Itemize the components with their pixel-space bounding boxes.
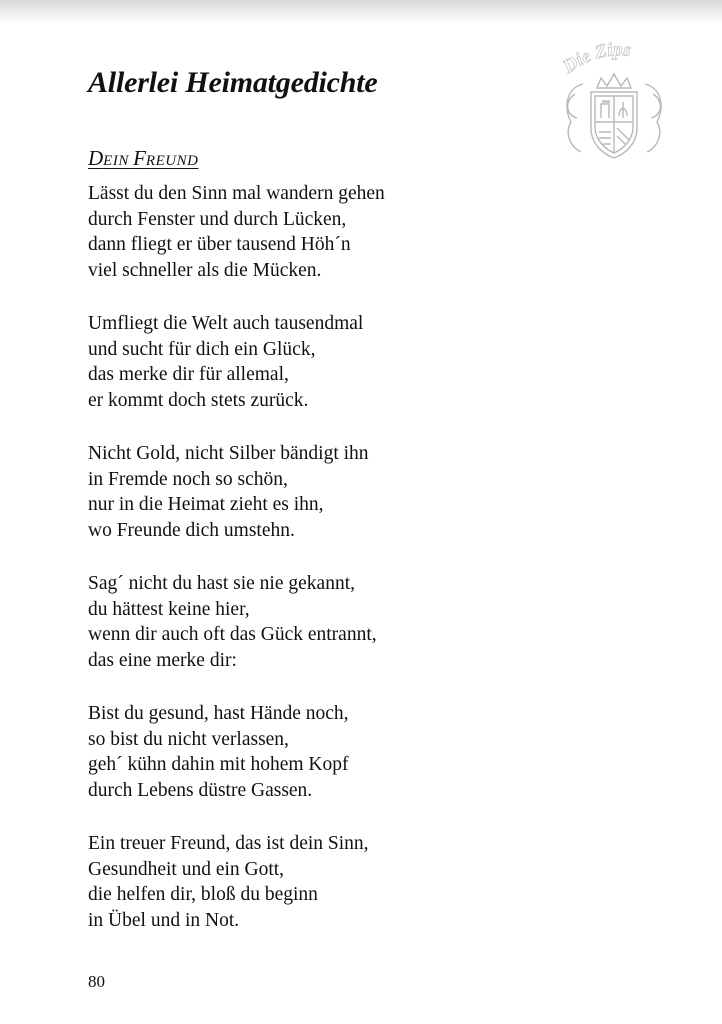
poem-line: Gesundheit und ein Gott, xyxy=(88,858,285,880)
poem-line: wenn dir auch oft das Gück entrannt, xyxy=(88,624,377,645)
logo-arc-text: Die Zips xyxy=(559,39,632,78)
poem-line: in Fremde noch so schön, xyxy=(88,468,288,490)
poem-line: die helfen dir, bloß du beginn xyxy=(88,884,318,905)
poem-title: DEIN FREUND xyxy=(88,146,199,170)
poem-line: dann fliegt er über tausend Höh´n xyxy=(88,234,351,255)
poem-line: Ein treuer Freund, das ist dein Sinn, xyxy=(88,833,369,854)
page-number: 80 xyxy=(88,972,105,991)
stanza-3 xyxy=(88,441,548,543)
poem-line: Lässt du den Sinn mal wandern gehen xyxy=(88,183,385,204)
poem-line: viel schneller als die Mücken. xyxy=(88,259,322,281)
stanza-1 xyxy=(88,181,548,283)
poem-line: Sag´ nicht du hast sie nie gekannt, xyxy=(88,573,355,594)
poem-line: durch Lebens düstre Gassen. xyxy=(88,779,313,801)
poem-line: so bist du nicht verlassen, xyxy=(88,728,289,750)
poem-line: das merke dir für allemal, xyxy=(88,364,289,385)
poem-line: nur in die Heimat zieht es ihn, xyxy=(88,494,324,515)
page-title: Allerlei Heimatgedichte xyxy=(88,66,378,99)
poem-body xyxy=(88,181,548,961)
poem-line: und sucht für dich ein Glück, xyxy=(88,338,316,360)
stanza-5 xyxy=(88,701,548,803)
poem-line: er kommt doch stets zurück. xyxy=(88,389,309,411)
poem-line: Umfliegt die Welt auch tausendmal xyxy=(88,313,364,334)
coat-of-arms-logo xyxy=(553,36,673,166)
poem-line: durch Fenster und durch Lücken, xyxy=(88,208,347,230)
poem-line: Nicht Gold, nicht Silber bändigt ihn xyxy=(88,443,369,464)
stanza-2 xyxy=(88,311,548,413)
stanza-6 xyxy=(88,831,548,933)
poem-line: das eine merke dir: xyxy=(88,649,237,671)
poem-line: du hättest keine hier, xyxy=(88,598,250,620)
poem-line: in Übel und in Not. xyxy=(88,909,240,931)
stanza-4 xyxy=(88,571,548,673)
page-top-shadow xyxy=(0,0,722,24)
poem-line: Bist du gesund, hast Hände noch, xyxy=(88,703,349,724)
poem-line: geh´ kühn dahin mit hohem Kopf xyxy=(88,754,349,775)
poem-line: wo Freunde dich umstehn. xyxy=(88,519,295,541)
